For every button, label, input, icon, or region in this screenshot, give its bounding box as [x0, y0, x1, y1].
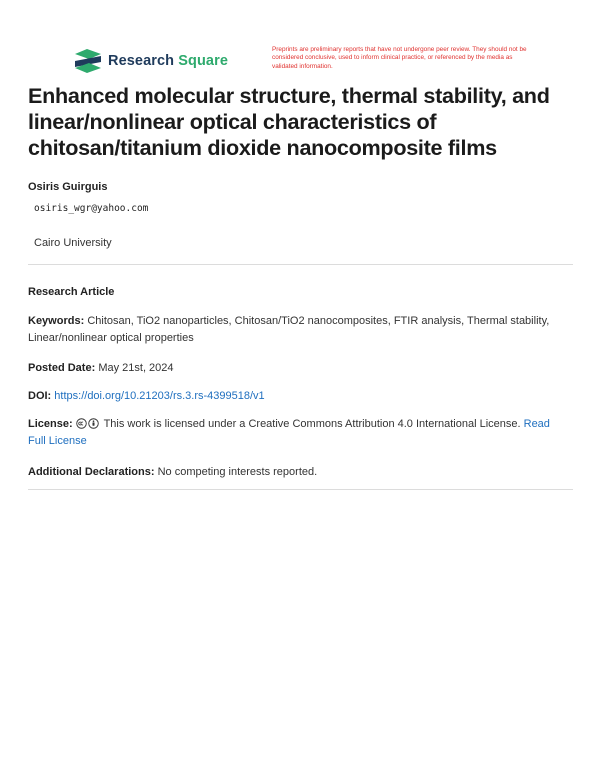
- logo-word-square: Square: [178, 53, 228, 69]
- read-full-license-link[interactable]: Read Full License: [28, 418, 550, 447]
- posted-date-line: [28, 360, 563, 377]
- keywords-value: Chitosan, TiO2 nanoparticles, Chitosan/TiO2 nanocomposites, FTIR analysis, Thermal stability, Linear/nonlinear optical properties: [28, 315, 550, 344]
- license-line: [28, 416, 563, 450]
- license-text: This work is licensed under a Creative Commons Attribution 4.0 International License.: [103, 418, 521, 430]
- keywords-label: Keywords:: [28, 315, 85, 327]
- doi-label: DOI:: [28, 390, 52, 402]
- author-email[interactable]: osiris_wgr@yahoo.com: [34, 203, 149, 214]
- paper-title: Enhanced molecular structure, thermal stability, and linear/nonlinear optical characteristics of chitosan/titanium dioxide nanocomposite films: [28, 83, 550, 160]
- posted-date-label: Posted Date:: [28, 362, 96, 374]
- research-square-logo[interactable]: [73, 48, 228, 74]
- additional-declarations-line: [28, 464, 563, 481]
- declarations-value: No competing interests reported.: [157, 466, 318, 478]
- doi-line: [28, 388, 563, 405]
- author-affiliation: Cairo University: [34, 237, 112, 249]
- cc-icon: [76, 418, 87, 429]
- divider: [28, 264, 573, 265]
- cc-license-icons: [76, 418, 99, 429]
- declarations-label: Additional Declarations:: [28, 466, 155, 478]
- license-label: License:: [28, 418, 73, 430]
- keywords-line: [28, 313, 563, 347]
- author-name[interactable]: Osiris Guirguis: [28, 181, 108, 193]
- cc-by-icon: [88, 418, 99, 429]
- divider: [28, 489, 573, 490]
- doi-link[interactable]: https://doi.org/10.21203/rs.3.rs-4399518/v1: [54, 390, 265, 402]
- posted-date-value: May 21st, 2024: [98, 362, 174, 374]
- logo-word-research: Research: [108, 53, 175, 69]
- article-type: Research Article: [28, 286, 115, 298]
- research-square-logo-icon: [73, 48, 103, 74]
- header: [73, 46, 533, 76]
- logo-wordmark: [108, 53, 228, 69]
- preprint-disclaimer: Preprints are preliminary reports that have not undergone peer review. They should not be considered conclusive, used to inform clinical practice, or referenced by the media as validated information.: [272, 46, 527, 70]
